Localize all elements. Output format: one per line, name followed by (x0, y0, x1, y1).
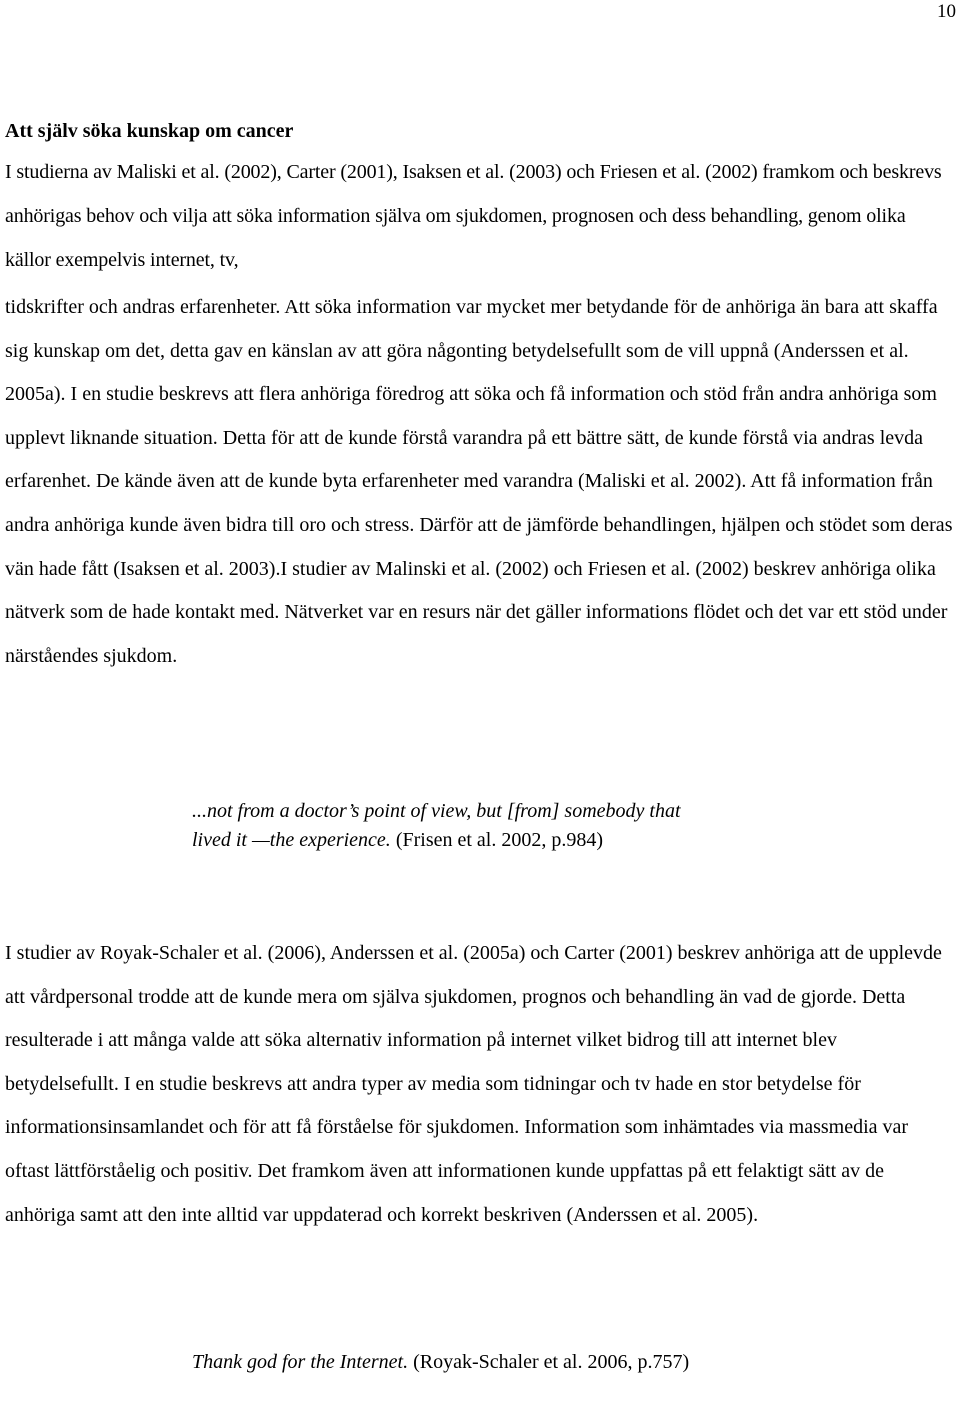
quote-citation: (Frisen et al. 2002, p.984) (390, 829, 603, 851)
quote-citation: (Royak-Schaler et al. 2006, p.757) (408, 1351, 690, 1373)
quote-text: ...not from a doctor’s point of view, but [from] somebody that lived it —the experience. (192, 800, 681, 851)
paragraph-intro: I studierna av Maliski et al. (2002), Carter (2001), Isaksen et al. (2003) och Friesen et al. (2002) framkom och beskrevs anhörigas behov och vilja att söka information själva om sjukdomen, prognosen och dess behandling, genom olika källor exempelvis internet, tv, (5, 161, 942, 271)
paragraph-body: tidskrifter och andras erfarenheter. Att söka information var mycket mer betydande för de anhöriga än bara att skaffa sig kunskap om det, detta gav en känslan av att göra någonting betydelsefullt som de vill uppnå (Anderssen et al. 2005a). I en studie beskrevs att flera anhöriga föredrog att söka och få information och stöd från andra anhöriga som upplevt liknande situation. Detta för att de kunde förstå varandra på ett bättre sätt, de kunde förstå via andras levda erfarenhet. De kände även att de kunde byta erfarenheter med varandra (Maliski et al. 2002). Att få information från andra anhöriga kunde även bidra till oro och stress. Därför att de jämförde behandlingen, hjälpen och stödet som deras vän hade fått (Isaksen et al. 2003).I studier av Malinski et al. (2002) och Friesen et al. (2002) beskrev anhöriga olika nätverk som de hade kontakt med. Nätverket var en resurs när det gäller informations flödet och det var ett stöd under närståendes sjukdom. (5, 296, 953, 667)
page-number: 10 (937, 1, 956, 22)
paragraph-2: I studier av Royak-Schaler et al. (2006), Anderssen et al. (2005a) och Carter (2001) beskrev anhöriga att de upplevde att vårdpersonal trodde att de kunde mera om själva sjukdomen, prognos och behandling än vad de gjorde. Detta resulterade i att många valde att söka alternativ information på internet vilket bidrog till att internet blev betydelsefullt. I en studie beskrevs att andra typer av media som tidningar och tv hade en stor betydelse för informationsinsamlandet och för att få förståelse för sjukdomen. Information som inhämtades via massmedia var oftast lättförståelig och positiv. Det framkom även att informationen kunde uppfattas på ett felaktigt sätt av de anhöriga samt att den inte alltid var uppdaterad och korrekt beskriven (Anderssen et al. 2005). (5, 942, 942, 1226)
block-quote-2 (192, 1348, 712, 1377)
quote-text: Thank god for the Internet. (192, 1351, 409, 1373)
section-heading: Att själv söka kunskap om cancer (5, 120, 294, 142)
block-quote-1 (192, 797, 712, 855)
